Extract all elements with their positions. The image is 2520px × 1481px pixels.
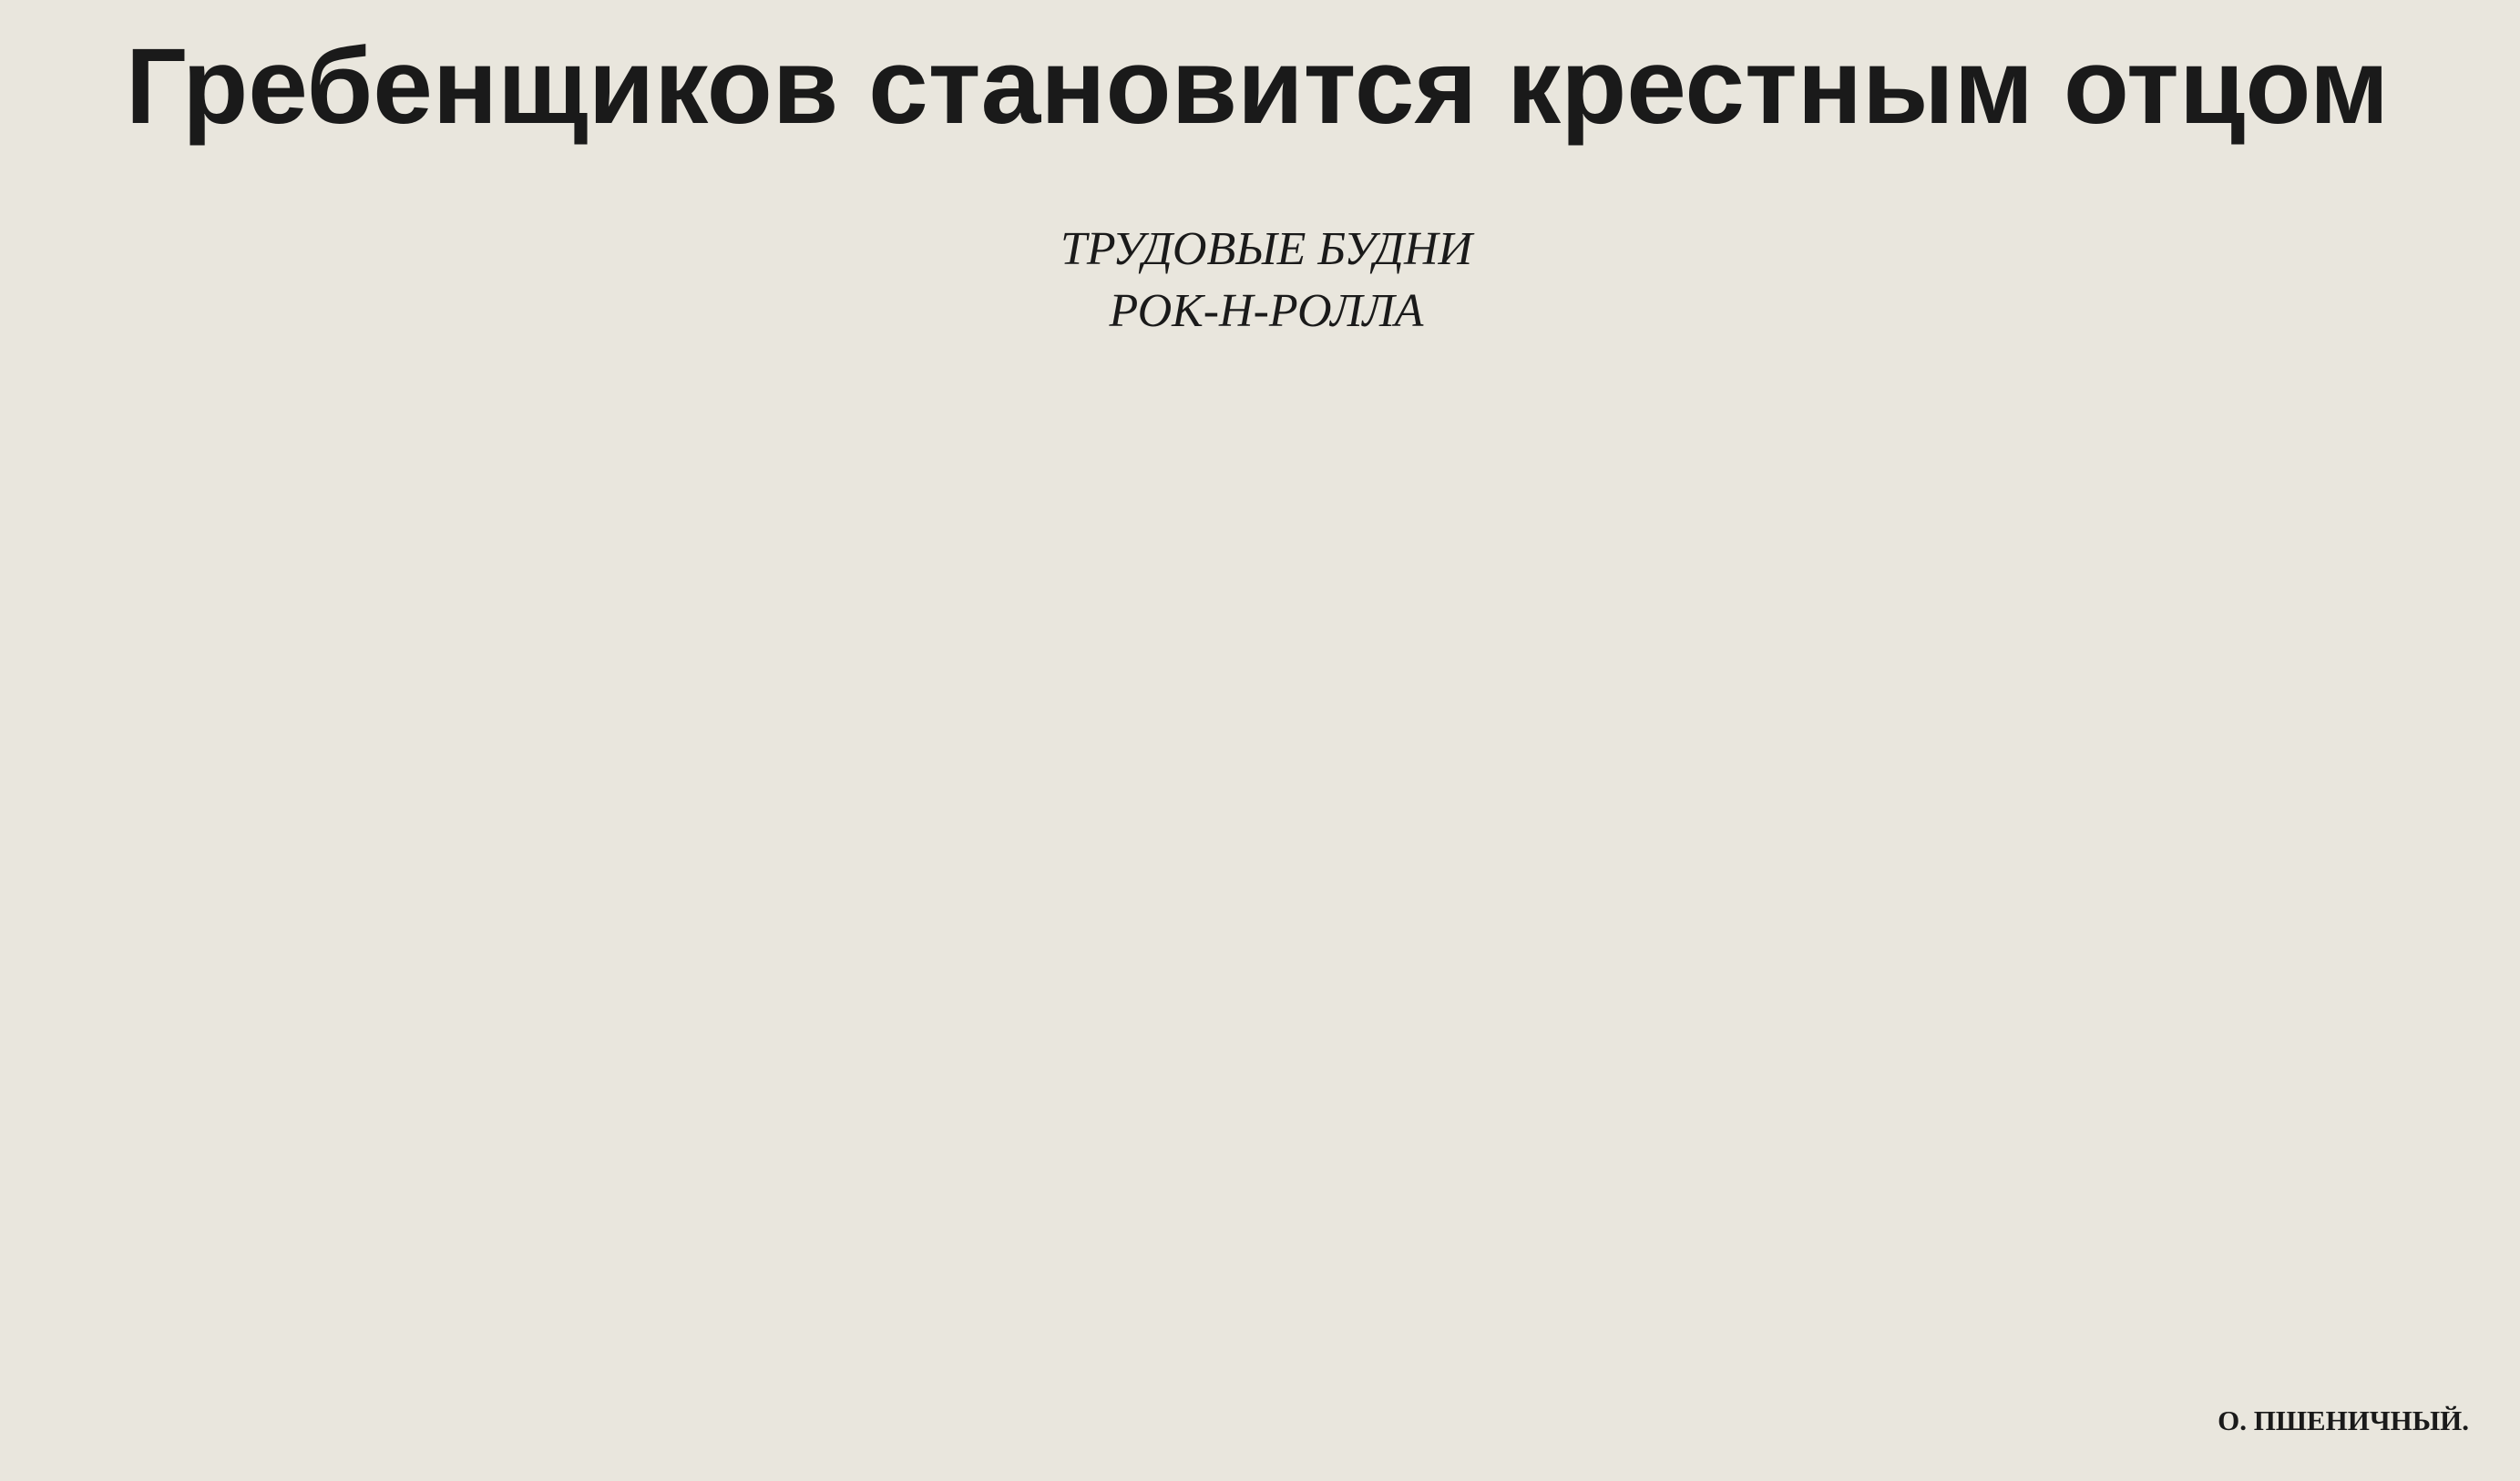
rubric: ТРУДОВЫЕ БУДНИ РОК-Н-РОЛЛА: [1060, 223, 1473, 337]
byline: О. ПШЕНИЧНЫЙ.: [2218, 1404, 2469, 1436]
headline: Гребенщиков становится крестным отцом: [125, 26, 2390, 147]
